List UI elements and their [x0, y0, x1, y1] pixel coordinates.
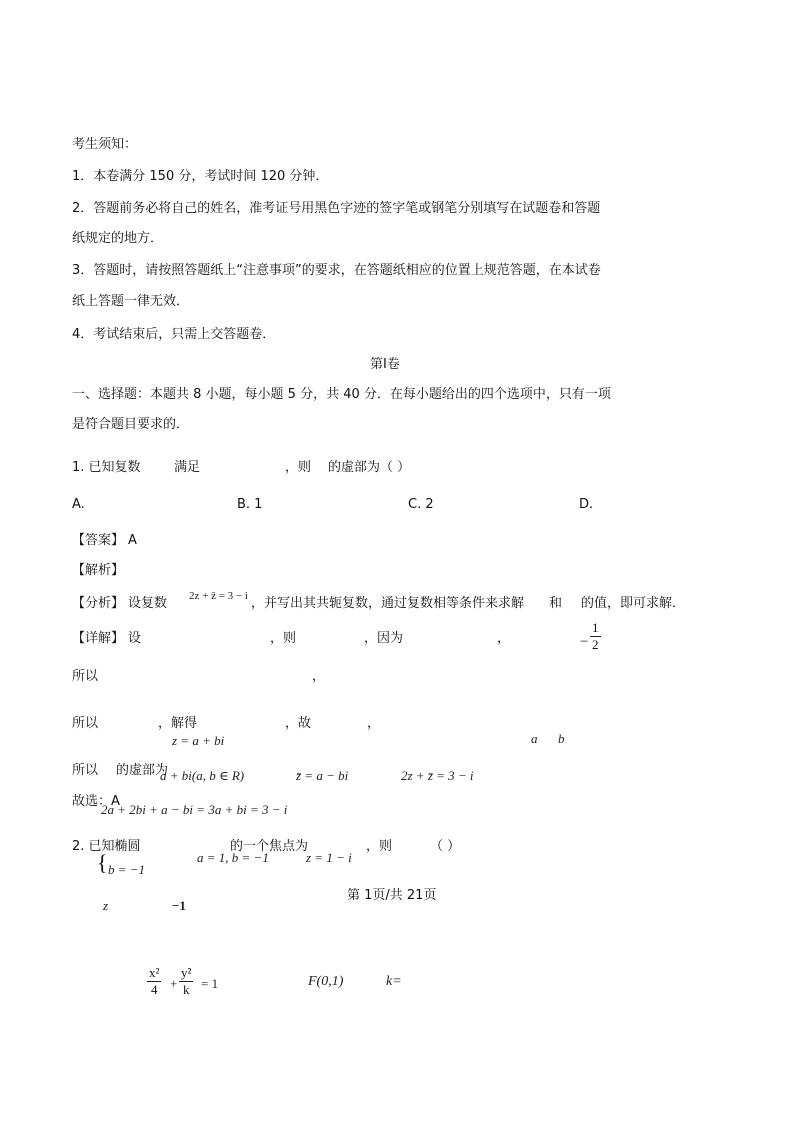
suoyi-2-c: ，故: [285, 716, 312, 731]
q1-option-b: B. 1: [237, 497, 263, 512]
fenxi-text-a: 设复数: [128, 596, 168, 611]
neg-sign: −: [580, 634, 589, 650]
detail-label: 【详解】: [72, 631, 125, 646]
math-focus: F(0,1): [308, 974, 344, 989]
math-expand: 2a + 2bi + a − bi = 3a + bi = 3 − i: [101, 802, 288, 817]
detail-text-d: ，: [497, 631, 511, 646]
analysis-label: 【解析】: [72, 563, 125, 578]
answer-value: A: [128, 533, 137, 548]
ellipse-y-numerator: y²: [181, 965, 192, 980]
notice-item-2: 2．答题前务必将自己的姓名，准考证号用黑色字迹的签字笔或钢笔分别填写在试题卷和答题: [72, 201, 601, 216]
suoyi-2-d: ，: [367, 716, 381, 731]
notice-item-3: 3．答题时，请按照答题纸上“注意事项”的要求，在答题纸相应的位置上规范答题，在本试卷: [72, 263, 601, 278]
neg-half-fraction: [590, 620, 601, 653]
guxuan: 故选：A: [72, 794, 120, 809]
notice-item-4: 4．考试结束后，只需上交答题卷．: [72, 327, 276, 342]
detail-text-b: ，则: [270, 631, 297, 646]
suoyi-2-b: ，解得: [158, 716, 198, 731]
q2-stem-a: 2. 已知椭圆: [72, 839, 141, 854]
math-z: z: [103, 898, 109, 913]
math-eq2: 2z + z̄ = 3 − i: [401, 768, 474, 783]
notice-title: 考生须知：: [72, 137, 138, 152]
notice-item-3-cont: 纸上答题一律无效．: [72, 294, 190, 309]
ellipse-x-term: [147, 965, 161, 998]
page-footer: 第 1页/共 21页: [347, 888, 437, 903]
q1-stem-a: 1. 已知复数: [72, 460, 141, 475]
suoyi-1: 所以: [72, 669, 99, 684]
detail-text-a: 设: [128, 631, 142, 646]
math-solution: a = 1, b = −1: [197, 850, 269, 865]
ellipse-x-numerator: x²: [149, 965, 160, 980]
math-a: a: [531, 731, 538, 746]
q1-option-a: A.: [72, 497, 85, 512]
q1-stem-c: ，则: [285, 460, 312, 475]
ellipse-y-term: [179, 965, 193, 998]
ellipse-x-denominator: 4: [150, 982, 158, 997]
detail-text-c: ，因为: [364, 631, 404, 646]
answer-label: 【答案】: [72, 533, 125, 548]
system-brace: {: [97, 850, 108, 875]
fenxi-text-b: ，并写出其共轭复数，通过复数相等条件来求解: [251, 596, 525, 611]
notice-item-1: 1．本卷满分 150 分，考试时间 120 分钟．: [72, 169, 329, 184]
section-title: 第Ⅰ卷: [370, 357, 400, 372]
math-b-eq: b = −1: [108, 862, 146, 877]
math-z-def: z = a + bi: [172, 733, 225, 748]
math-zbar: z̄ = a − bi: [296, 768, 349, 783]
section-intro-1: 一、选择题：本题共 8 小题，每小题 5 分，共 40 分．在每小题给出的四个选项中，只有一项: [72, 387, 611, 402]
math-given-equation: 2z + z̄ = 3 − i: [189, 590, 248, 602]
q1-option-c: C. 2: [408, 497, 434, 512]
q1-stem-b: 满足: [174, 460, 201, 475]
q1-option-d: D.: [579, 497, 594, 512]
math-k-equals: k=: [386, 974, 402, 989]
math-b: b: [558, 731, 565, 746]
fenxi-text-d: 的值，即可求解．: [581, 596, 686, 611]
suoyi-1-end: ，: [312, 669, 326, 684]
fenxi-text-c: 和: [549, 596, 563, 611]
math-z-value: z = 1 − i: [306, 850, 352, 865]
ellipse-plus: +: [170, 976, 178, 991]
q2-stem-d: （ ）: [430, 839, 461, 854]
fenxi-label: 【分析】: [72, 596, 125, 611]
q2-stem-c: ，则: [366, 839, 393, 854]
suoyi-2: 所以: [72, 716, 99, 731]
ellipse-y-denominator: k: [182, 982, 190, 997]
q1-stem-d: 的虚部为（ ）: [328, 460, 411, 475]
fraction-numerator: 1: [592, 620, 599, 635]
fraction-denominator: 2: [592, 637, 599, 652]
notice-item-2-cont: 纸规定的地方．: [72, 231, 164, 246]
section-intro-2: 是符合题目要求的．: [72, 417, 190, 432]
suoyi-3-a: 所以: [72, 763, 99, 778]
math-z-def-with-domain: a + bi(a, b ∈ R): [160, 768, 245, 783]
suoyi-3-b: 的虚部为: [116, 763, 169, 778]
math-neg-one: −1: [172, 898, 186, 913]
ellipse-equals-one: = 1: [201, 976, 219, 991]
q2-stem-b: 的一个焦点为: [230, 839, 309, 854]
